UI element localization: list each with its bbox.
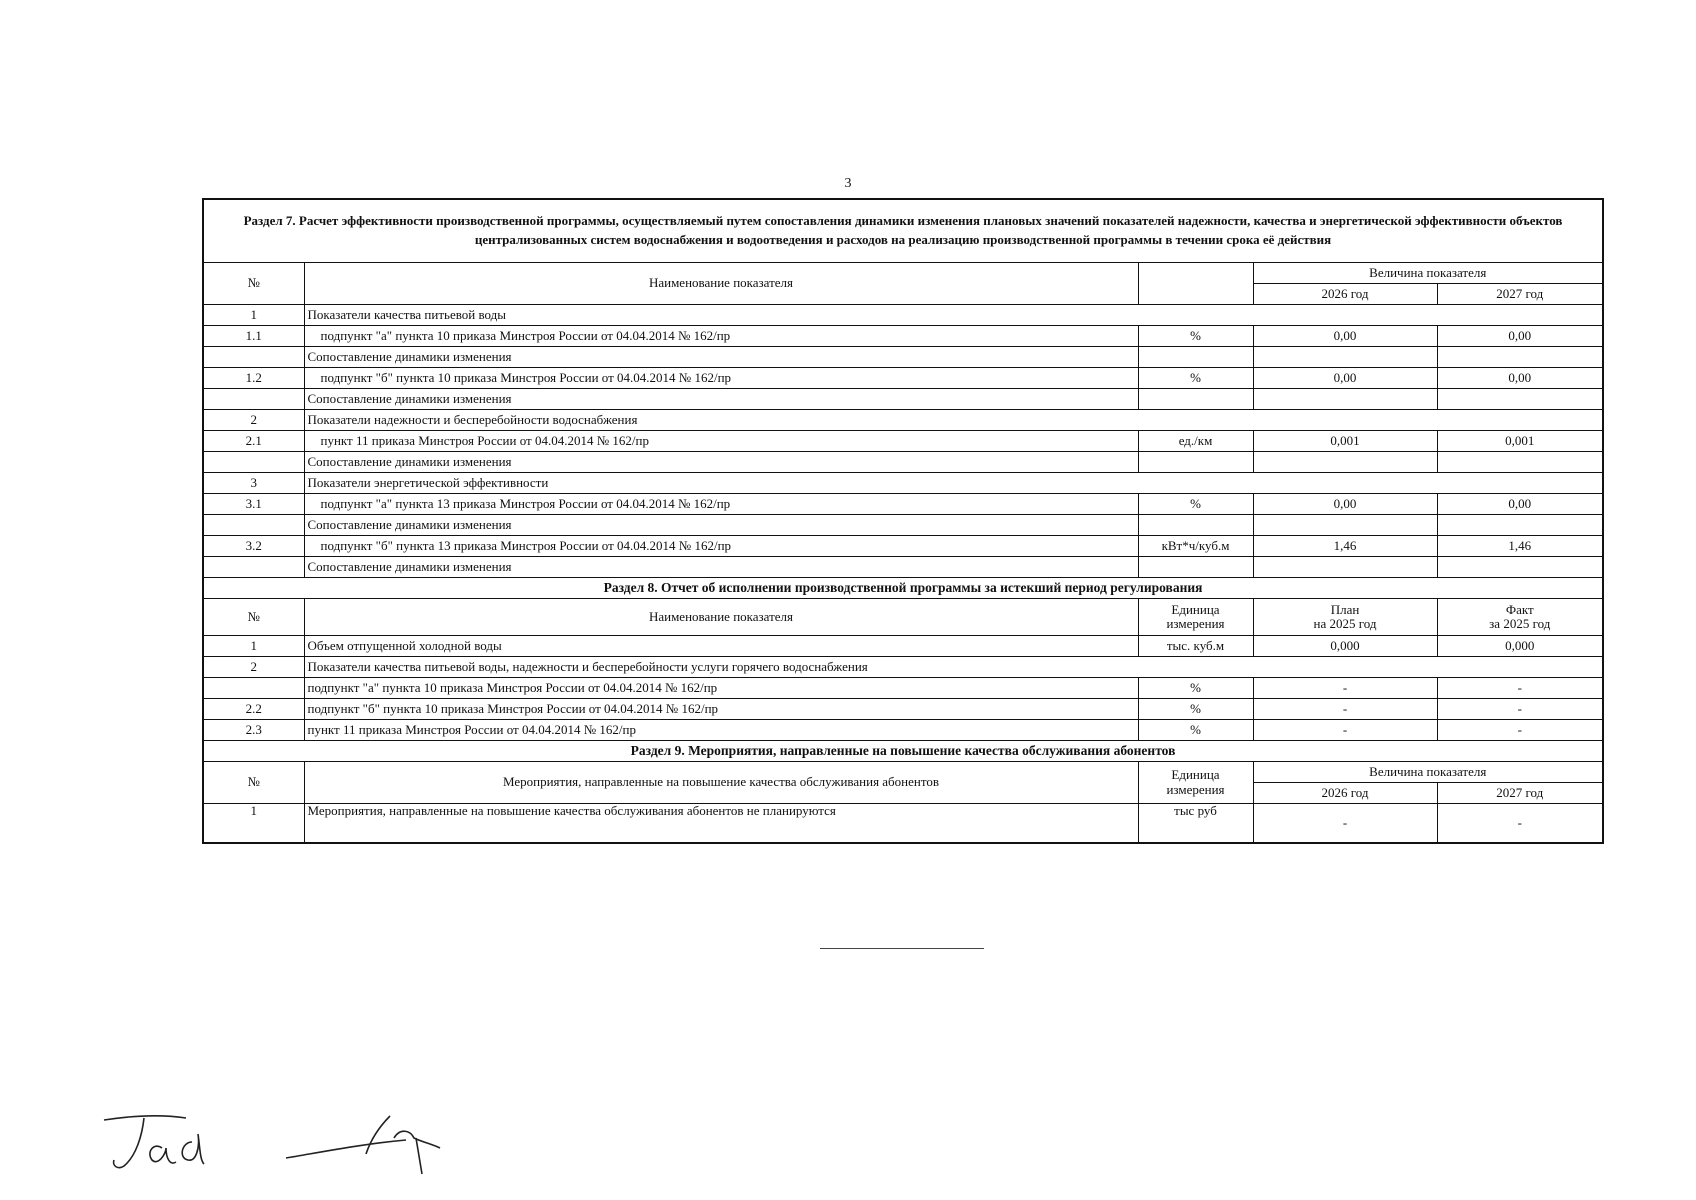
section8-header-unit (1138, 599, 1253, 636)
row-value-2026 (1253, 389, 1437, 410)
section8-header-plan (1253, 599, 1437, 636)
section8-row (203, 657, 1603, 678)
row-unit (1138, 389, 1253, 410)
row-fact: - (1437, 678, 1603, 699)
row-value-2026: 1,46 (1253, 536, 1437, 557)
row-value-2027 (1437, 557, 1603, 578)
section9-header-unit-line2: измерения (1166, 781, 1225, 797)
row-num (203, 347, 304, 368)
row-name: подпункт "б" пункта 10 приказа Минстроя России от 04.04.2014 № 162/пр (304, 699, 1138, 720)
section7-row (203, 389, 1603, 410)
section7-row (203, 410, 1603, 431)
section9-header-unit-line1: Единица (1171, 767, 1220, 783)
row-name: Показатели качества питьевой воды, надежности и бесперебойности услуги горячего водоснабжения (304, 657, 1603, 678)
section8-row (203, 678, 1603, 699)
row-num: 2.2 (203, 699, 304, 720)
section8-header-num: № (203, 599, 304, 636)
row-name: Сопоставление динамики изменения (304, 557, 1138, 578)
section7-row (203, 494, 1603, 515)
row-name: Сопоставление динамики изменения (304, 389, 1138, 410)
row-value-2027: 0,001 (1437, 431, 1603, 452)
row-unit: тыс. куб.м (1138, 636, 1253, 657)
row-unit: % (1138, 368, 1253, 389)
section7-row (203, 305, 1603, 326)
section8-header-fact (1437, 599, 1603, 636)
row-value-2027: 1,46 (1437, 536, 1603, 557)
row-name: Показатели энергетической эффективности (304, 473, 1603, 494)
section7-header-year1: 2026 год (1253, 284, 1437, 305)
row-value-2026 (1253, 347, 1437, 368)
row-value-2026 (1253, 452, 1437, 473)
row-value-2027: - (1437, 804, 1603, 844)
row-num (203, 515, 304, 536)
section7-header-value-group: Величина показателя (1253, 263, 1603, 284)
row-value-2027: 0,00 (1437, 494, 1603, 515)
row-num: 1 (203, 804, 304, 844)
handwritten-signature-2 (282, 1108, 452, 1178)
row-name: Показатели надежности и бесперебойности водоснабжения (304, 410, 1603, 431)
row-plan: - (1253, 699, 1437, 720)
section9-header-num: № (203, 762, 304, 804)
section8-header-fact-line2: за 2025 год (1489, 616, 1551, 631)
section7-row (203, 431, 1603, 452)
page-number: 3 (844, 176, 852, 191)
row-num: 1 (203, 636, 304, 657)
section8-header-name: Наименование показателя (304, 599, 1138, 636)
row-name: подпункт "б" пункта 13 приказа Минстроя России от 04.04.2014 № 162/пр (304, 536, 1138, 557)
section8-row (203, 720, 1603, 741)
row-name: Сопоставление динамики изменения (304, 452, 1138, 473)
row-num: 2.3 (203, 720, 304, 741)
section7-header-unit (1138, 263, 1253, 305)
row-fact: - (1437, 720, 1603, 741)
row-unit: % (1138, 326, 1253, 347)
row-value-2026: 0,00 (1253, 368, 1437, 389)
separator-line (820, 948, 984, 949)
row-num: 2 (203, 657, 304, 678)
row-name: подпункт "б" пункта 10 приказа Минстроя России от 04.04.2014 № 162/пр (304, 368, 1138, 389)
section9-header-name: Мероприятия, направленные на повышение качества обслуживания абонентов (304, 762, 1138, 804)
section7-row (203, 557, 1603, 578)
section7-row (203, 347, 1603, 368)
row-value-2027 (1437, 515, 1603, 536)
handwritten-signature-1 (100, 1108, 220, 1178)
section7-row (203, 326, 1603, 347)
row-num: 2.1 (203, 431, 304, 452)
section9-title: Раздел 9. Мероприятия, направленные на повышение качества обслуживания абонентов (203, 741, 1603, 762)
section8-header-plan-line1: План (1330, 601, 1360, 617)
row-name: подпункт "а" пункта 13 приказа Минстроя России от 04.04.2014 № 162/пр (304, 494, 1138, 515)
section7-header-num: № (203, 263, 304, 305)
section9-header-year2: 2027 год (1437, 783, 1603, 804)
row-plan: - (1253, 678, 1437, 699)
section7-row (203, 452, 1603, 473)
row-value-2026: 0,001 (1253, 431, 1437, 452)
row-num: 1 (203, 305, 304, 326)
row-unit (1138, 557, 1253, 578)
row-unit (1138, 347, 1253, 368)
section7-title: Раздел 7. Расчет эффективности производственной программы, осуществляемый путем сопоставления динамики изменения плановых значений показателей надежности, качества и энергетической эффективности объектов централизованных систем водоснабжения и водоотведения и расходов на реализацию производственной программы в течении срока её действия (203, 199, 1603, 263)
section9-row (203, 804, 1603, 844)
row-value-2027 (1437, 452, 1603, 473)
row-value-2027: 0,00 (1437, 326, 1603, 347)
row-value-2026 (1253, 557, 1437, 578)
row-num: 1.1 (203, 326, 304, 347)
row-num (203, 452, 304, 473)
row-value-2026 (1253, 515, 1437, 536)
row-fact: 0,000 (1437, 636, 1603, 657)
section7-row (203, 515, 1603, 536)
row-plan: - (1253, 720, 1437, 741)
section8-header-unit-line1: Единица (1171, 601, 1220, 617)
row-fact: - (1437, 699, 1603, 720)
row-num: 2 (203, 410, 304, 431)
section8-row (203, 636, 1603, 657)
section8-row (203, 699, 1603, 720)
row-name: Показатели качества питьевой воды (304, 305, 1603, 326)
section8-header-fact-line1: Факт (1505, 601, 1534, 617)
row-unit: % (1138, 720, 1253, 741)
row-name: Сопоставление динамики изменения (304, 515, 1138, 536)
section7-row (203, 473, 1603, 494)
row-value-2026: 0,00 (1253, 326, 1437, 347)
section9-header-unit (1138, 762, 1253, 804)
row-num (203, 678, 304, 699)
section7-header-name: Наименование показателя (304, 263, 1138, 305)
section7-row (203, 368, 1603, 389)
section8-title: Раздел 8. Отчет об исполнении производственной программы за истекший период регулирования (203, 578, 1603, 599)
row-unit (1138, 452, 1253, 473)
row-num (203, 389, 304, 410)
row-name: подпункт "а" пункта 10 приказа Минстроя России от 04.04.2014 № 162/пр (304, 326, 1138, 347)
row-unit: тыс руб (1138, 804, 1253, 844)
row-num: 3.2 (203, 536, 304, 557)
row-unit: % (1138, 494, 1253, 515)
report-table (202, 198, 1604, 844)
row-name: подпункт "а" пункта 10 приказа Минстроя России от 04.04.2014 № 162/пр (304, 678, 1138, 699)
row-num: 3 (203, 473, 304, 494)
section8-header-unit-line2: измерения (1166, 616, 1225, 631)
row-num (203, 557, 304, 578)
row-num: 3.1 (203, 494, 304, 515)
section8-header-plan-line2: на 2025 год (1313, 616, 1377, 631)
row-value-2026: 0,00 (1253, 494, 1437, 515)
row-value-2026: - (1253, 804, 1437, 844)
row-name: Сопоставление динамики изменения (304, 347, 1138, 368)
section9-header-year1: 2026 год (1253, 783, 1437, 804)
row-num: 1.2 (203, 368, 304, 389)
section7-header-year2: 2027 год (1437, 284, 1603, 305)
row-name: Объем отпущенной холодной воды (304, 636, 1138, 657)
section9-header-value-group: Величина показателя (1253, 762, 1603, 783)
row-unit: кВт*ч/куб.м (1138, 536, 1253, 557)
section7-row (203, 536, 1603, 557)
row-unit: ед./км (1138, 431, 1253, 452)
row-unit: % (1138, 699, 1253, 720)
row-value-2027 (1437, 347, 1603, 368)
row-name: Мероприятия, направленные на повышение качества обслуживания абонентов не планируются (304, 804, 1138, 844)
row-name: пункт 11 приказа Минстроя России от 04.04.2014 № 162/пр (304, 431, 1138, 452)
row-value-2027: 0,00 (1437, 368, 1603, 389)
row-plan: 0,000 (1253, 636, 1437, 657)
row-unit (1138, 515, 1253, 536)
row-value-2027 (1437, 389, 1603, 410)
row-unit: % (1138, 678, 1253, 699)
row-name: пункт 11 приказа Минстроя России от 04.04.2014 № 162/пр (304, 720, 1138, 741)
